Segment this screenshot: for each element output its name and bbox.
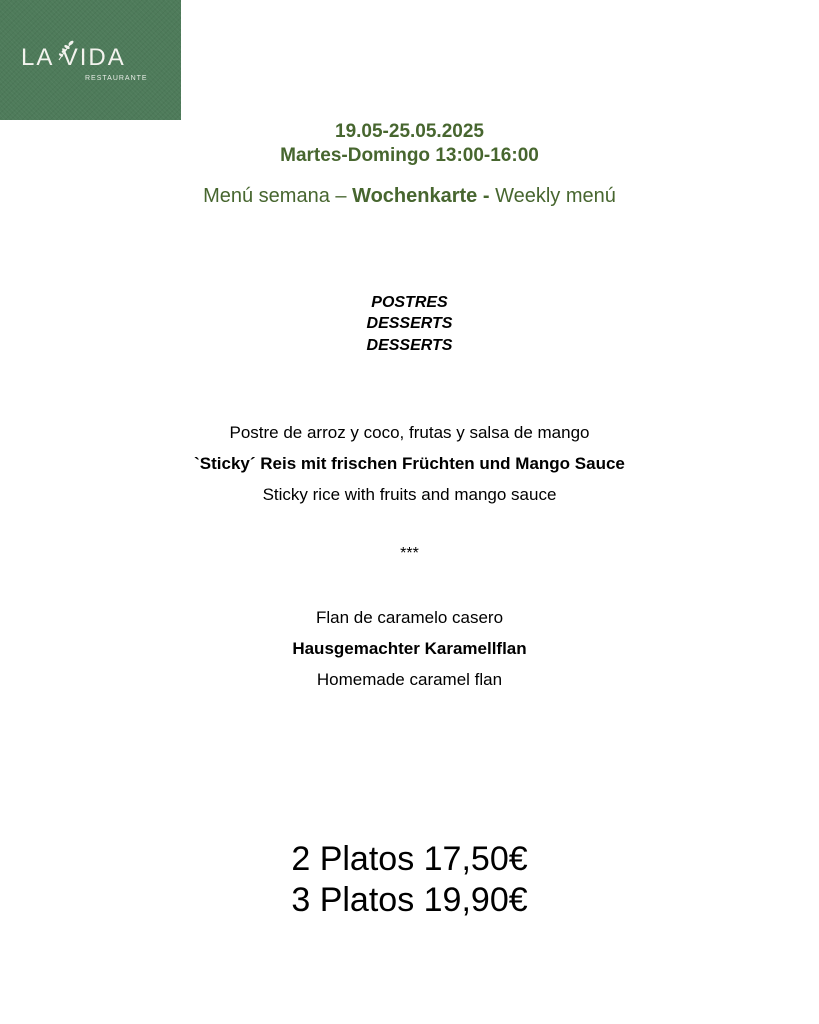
- dish-1-de: `Sticky´ Reis mit frischen Früchten und Mango Sauce: [194, 454, 625, 473]
- section-heading-en: DESSERTS: [366, 337, 453, 354]
- dish-2-en: Homemade caramel flan: [316, 670, 503, 689]
- dish-1-en: Sticky rice with fruits and mango sauce: [262, 485, 557, 504]
- date-range: 19.05-25.05.2025: [335, 121, 484, 142]
- dish-1-es: Postre de arroz y coco, frutas y salsa de mango: [229, 423, 590, 442]
- logo-subtitle: RESTAURANTE: [85, 75, 148, 82]
- price-two-courses: 2 Platos 17,50€: [291, 840, 528, 878]
- dish-2-es: Flan de caramelo casero: [315, 608, 504, 627]
- section-heading-de: DESSERTS: [366, 315, 453, 332]
- dish-separator: ***: [400, 545, 419, 562]
- menu-title-en: Weekly menú: [495, 185, 616, 207]
- restaurant-logo: [0, 0, 181, 120]
- menu-title-es: Menú semana –: [203, 185, 347, 207]
- opening-hours: Martes-Domingo 13:00-16:00: [280, 145, 539, 166]
- price-three-courses: 3 Platos 19,90€: [291, 881, 528, 919]
- menu-title-de: Wochenkarte -: [352, 185, 490, 207]
- section-heading-es: POSTRES: [371, 294, 448, 311]
- menu-title: [0, 186, 819, 206]
- logo-name: LA VIDA: [21, 44, 126, 71]
- dish-2-de: Hausgemachter Karamellflan: [292, 639, 527, 658]
